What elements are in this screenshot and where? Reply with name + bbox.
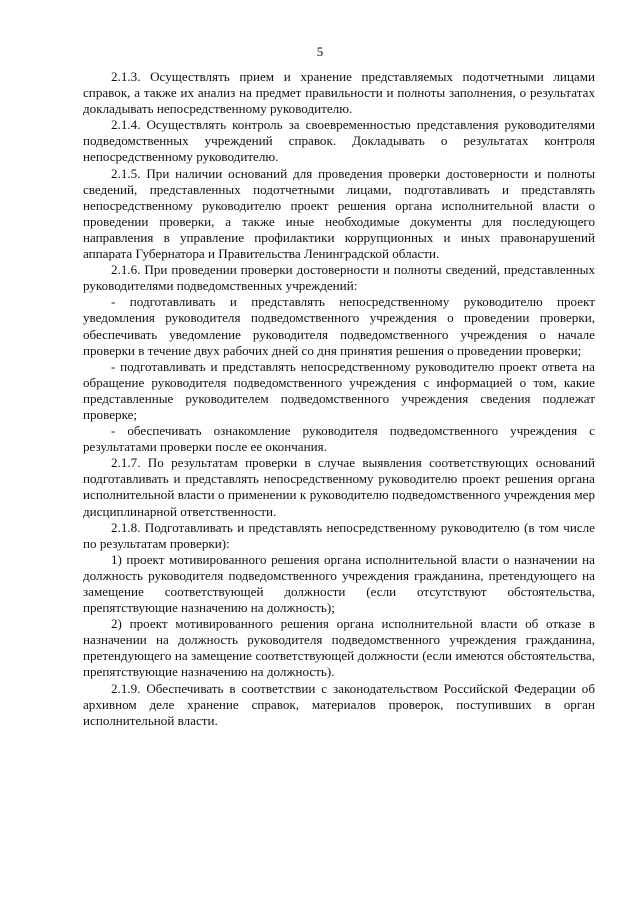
document-body: [83, 69, 595, 729]
paragraph-2-1-6: 2.1.6. При проведении проверки достоверности и полноты сведений, представленных руководителями подведомственных учреждений:: [83, 262, 595, 294]
page-number: 5: [316, 44, 324, 59]
paragraph-2-1-5: 2.1.5. При наличии оснований для проведения проверки достоверности и полноты сведений, представленных подотчетными лицами, подготавливать и представлять непосредственному руководителю проект решения органа исполнительной власти о проведении проверки, а также иные необходимые документы для последующего направления в управление профилактики коррупционных и иных правонарушений аппарата Губернатора и Правительства Ленинградской области.: [83, 165, 595, 262]
list-item-refusal: 2) проект мотивированного решения органа исполнительной власти об отказе в назначении на должность руководителя подведомственного учреждения гражданина, претендующего на замещение соответствующей должности (если имеются обстоятельства, препятствующие назначению на должность).: [83, 616, 595, 680]
paragraph-2-1-3: 2.1.3. Осуществлять прием и хранение представляемых подотчетными лицами справок, а также их анализ на предмет правильности и полноты заполнения, о результатах докладывать непосредственному руководителю.: [83, 69, 595, 117]
paragraph-2-1-4: 2.1.4. Осуществлять контроль за своевременностью представления руководителями подведомственных учреждений справок. Докладывать о результатах контроля непосредственному руководителю.: [83, 117, 595, 165]
list-item-notification: - подготавливать и представлять непосредственному руководителю проект уведомления руководителя подведомственного учреждения о проведении проверки, обеспечивать уведомление руководителя подведомственного учреждения о начале проверки в течение двух рабочих дней со дня принятия решения о проведении проверки;: [83, 294, 595, 358]
paragraph-2-1-9: 2.1.9. Обеспечивать в соответствии с законодательством Российской Федерации об архивном деле хранение справок, материалов проверок, поступивших в орган исполнительной власти.: [83, 680, 595, 728]
paragraph-2-1-7: 2.1.7. По результатам проверки в случае выявления соответствующих оснований подготавливать и представлять непосредственному руководителю проект решения органа исполнительной власти о применении к руководителю подведомственного учреждения мер дисциплинарной ответственности.: [83, 455, 595, 519]
list-item-appointment: 1) проект мотивированного решения органа исполнительной власти о назначении на должность руководителя подведомственного учреждения гражданина, претендующего на замещение соответствующей должности (если отсутствуют обстоятельства, препятствующие назначению на должность);: [83, 551, 595, 616]
list-item-response: - подготавливать и представлять непосредственному руководителю проект ответа на обращение руководителя подведомственного учреждения с информацией о том, какие представленные руководителем подведомственного учреждения сведения подлежат проверке;: [83, 358, 595, 422]
paragraph-2-1-8: 2.1.8. Подготавливать и представлять непосредственному руководителю (в том числе по результатам проверки):: [83, 519, 595, 551]
list-item-familiarization: - обеспечивать ознакомление руководителя подведомственного учреждения с результатами проверки после ее окончания.: [83, 423, 595, 455]
